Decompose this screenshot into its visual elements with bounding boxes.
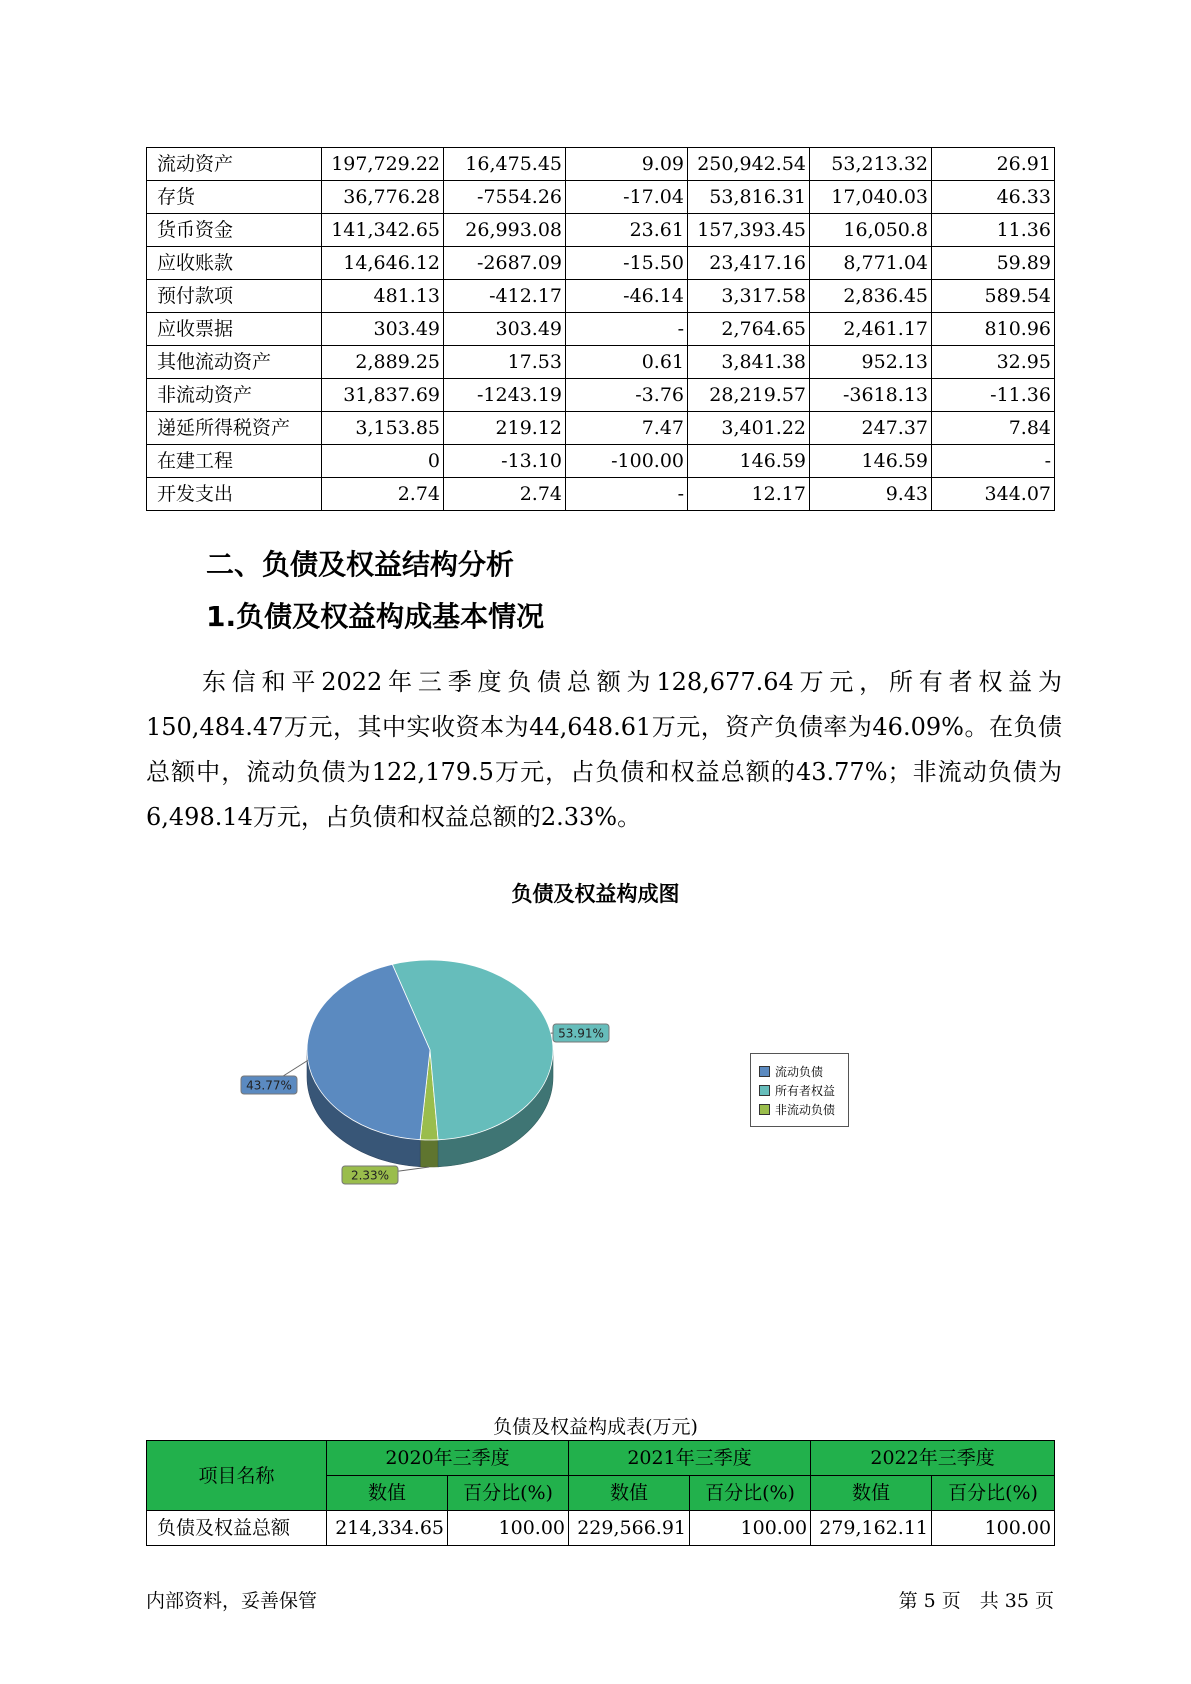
row-label-cell: 存货 <box>147 181 322 214</box>
table-row <box>147 1511 1055 1546</box>
header-percent: 百分比(%) <box>932 1476 1055 1511</box>
pie-side-wall <box>420 1140 438 1167</box>
legend-label: 流动负债 <box>775 1065 824 1079</box>
table-row <box>147 478 1055 511</box>
value-cell: 146.59 <box>810 445 932 478</box>
header-period: 2021年三季度 <box>569 1441 811 1476</box>
value-cell: 3,317.58 <box>688 280 810 313</box>
value-cell: 2,764.65 <box>688 313 810 346</box>
value-cell: 31,837.69 <box>322 379 444 412</box>
value-cell: 2,889.25 <box>322 346 444 379</box>
value-cell: 229,566.91 <box>569 1511 690 1546</box>
pie-data-label: 53.91% <box>558 1026 604 1041</box>
value-cell: -3.76 <box>566 379 688 412</box>
value-cell: 11.36 <box>932 214 1055 247</box>
body-paragraph: 东信和平2022年三季度负债总额为128,677.64万元，所有者权益为150,484.47万元，其中实收资本为44,648.61万元，资产负债率为46.09%。在负债总额中，流动负债为122,179.5万元，占负债和权益总额的43.77%；非流动负债为6,498.14万元，占负债和权益总额的2.33%。 <box>146 668 1062 831</box>
value-cell: 141,342.65 <box>322 214 444 247</box>
value-cell: 810.96 <box>932 313 1055 346</box>
value-cell: -11.36 <box>932 379 1055 412</box>
value-cell: 589.54 <box>932 280 1055 313</box>
header-value: 数值 <box>569 1476 690 1511</box>
section-subheading: 1.负债及权益构成基本情况 <box>206 600 545 633</box>
value-cell: -100.00 <box>566 445 688 478</box>
row-label-cell: 货币资金 <box>147 214 322 247</box>
value-cell: 9.09 <box>566 148 688 181</box>
value-cell: 26,993.08 <box>444 214 566 247</box>
value-cell: 17,040.03 <box>810 181 932 214</box>
value-cell: 7.84 <box>932 412 1055 445</box>
value-cell: 8,771.04 <box>810 247 932 280</box>
row-label-cell: 应收票据 <box>147 313 322 346</box>
asset-table-body <box>147 148 1055 511</box>
row-label-cell: 非流动资产 <box>147 379 322 412</box>
legend-item <box>759 1062 848 1081</box>
legend-swatch <box>759 1085 770 1096</box>
legend-label: 所有者权益 <box>775 1084 836 1098</box>
value-cell: 303.49 <box>322 313 444 346</box>
value-cell: 28,219.57 <box>688 379 810 412</box>
value-cell: 2.74 <box>444 478 566 511</box>
value-cell: - <box>566 478 688 511</box>
value-cell: 303.49 <box>444 313 566 346</box>
header-item-name: 项目名称 <box>147 1441 327 1511</box>
value-cell: -1243.19 <box>444 379 566 412</box>
legend-item <box>759 1081 848 1100</box>
header-percent: 百分比(%) <box>448 1476 569 1511</box>
asset-change-table <box>146 147 1055 511</box>
row-label-cell: 其他流动资产 <box>147 346 322 379</box>
value-cell: 53,816.31 <box>688 181 810 214</box>
value-cell: 59.89 <box>932 247 1055 280</box>
legend-item <box>759 1100 848 1119</box>
value-cell: 3,153.85 <box>322 412 444 445</box>
footer-page-number: 第 5 页 共 35 页 <box>898 1590 1054 1612</box>
pie-data-label: 43.77% <box>246 1078 292 1093</box>
value-cell: 214,334.65 <box>327 1511 448 1546</box>
value-cell: 279,162.11 <box>811 1511 932 1546</box>
value-cell: -2687.09 <box>444 247 566 280</box>
value-cell: 14,646.12 <box>322 247 444 280</box>
value-cell: -412.17 <box>444 280 566 313</box>
table-row <box>147 181 1055 214</box>
value-cell: 7.47 <box>566 412 688 445</box>
value-cell: 952.13 <box>810 346 932 379</box>
table-row <box>147 280 1055 313</box>
value-cell: -17.04 <box>566 181 688 214</box>
header-value: 数值 <box>811 1476 932 1511</box>
value-cell: -7554.26 <box>444 181 566 214</box>
table-row <box>147 445 1055 478</box>
value-cell: - <box>566 313 688 346</box>
header-value: 数值 <box>327 1476 448 1511</box>
value-cell: 100.00 <box>448 1511 569 1546</box>
value-cell: 9.43 <box>810 478 932 511</box>
value-cell: -15.50 <box>566 247 688 280</box>
value-cell: - <box>932 445 1055 478</box>
row-label-cell: 开发支出 <box>147 478 322 511</box>
value-cell: 2,836.45 <box>810 280 932 313</box>
value-cell: 100.00 <box>932 1511 1055 1546</box>
table-row <box>147 247 1055 280</box>
row-label-cell: 流动资产 <box>147 148 322 181</box>
row-label-cell: 在建工程 <box>147 445 322 478</box>
value-cell: 32.95 <box>932 346 1055 379</box>
section-heading: 二、负债及权益结构分析 <box>206 548 515 581</box>
value-cell: 17.53 <box>444 346 566 379</box>
value-cell: 16,050.8 <box>810 214 932 247</box>
value-cell: 0.61 <box>566 346 688 379</box>
pie-data-label: 2.33% <box>350 1168 390 1183</box>
row-label-cell: 应收账款 <box>147 247 322 280</box>
value-cell: -3618.13 <box>810 379 932 412</box>
table-row <box>147 412 1055 445</box>
value-cell: 344.07 <box>932 478 1055 511</box>
table-row <box>147 148 1055 181</box>
value-cell: 250,942.54 <box>688 148 810 181</box>
value-cell: 197,729.22 <box>322 148 444 181</box>
value-cell: 146.59 <box>688 445 810 478</box>
row-label-cell: 递延所得税资产 <box>147 412 322 445</box>
value-cell: 2,461.17 <box>810 313 932 346</box>
structure-table-body <box>147 1511 1055 1546</box>
header-period: 2020年三季度 <box>327 1441 569 1476</box>
row-label-cell: 负债及权益总额 <box>147 1511 327 1546</box>
row-label-cell: 预付款项 <box>147 280 322 313</box>
value-cell: 481.13 <box>322 280 444 313</box>
value-cell: 3,401.22 <box>688 412 810 445</box>
value-cell: 16,475.45 <box>444 148 566 181</box>
header-period: 2022年三季度 <box>811 1441 1055 1476</box>
legend-swatch <box>759 1066 770 1077</box>
value-cell: 53,213.32 <box>810 148 932 181</box>
pie-chart <box>220 950 640 1220</box>
value-cell: 46.33 <box>932 181 1055 214</box>
header-percent: 百分比(%) <box>690 1476 811 1511</box>
structure-table <box>146 1440 1055 1546</box>
value-cell: -13.10 <box>444 445 566 478</box>
value-cell: 0 <box>322 445 444 478</box>
chart-legend <box>750 1053 849 1127</box>
table-caption: 负债及权益构成表(万元) <box>493 1416 698 1438</box>
value-cell: 2.74 <box>322 478 444 511</box>
table-row <box>147 346 1055 379</box>
value-cell: 12.17 <box>688 478 810 511</box>
footer-confidential: 内部资料，妥善保管 <box>146 1590 318 1612</box>
legend-swatch <box>759 1104 770 1115</box>
value-cell: 157,393.45 <box>688 214 810 247</box>
table-row <box>147 214 1055 247</box>
value-cell: 36,776.28 <box>322 181 444 214</box>
value-cell: 100.00 <box>690 1511 811 1546</box>
table-row <box>147 379 1055 412</box>
legend-label: 非流动负债 <box>775 1103 836 1117</box>
value-cell: 247.37 <box>810 412 932 445</box>
value-cell: 219.12 <box>444 412 566 445</box>
value-cell: -46.14 <box>566 280 688 313</box>
chart-title: 负债及权益构成图 <box>511 882 680 906</box>
value-cell: 3,841.38 <box>688 346 810 379</box>
value-cell: 26.91 <box>932 148 1055 181</box>
value-cell: 23.61 <box>566 214 688 247</box>
value-cell: 23,417.16 <box>688 247 810 280</box>
table-row <box>147 313 1055 346</box>
